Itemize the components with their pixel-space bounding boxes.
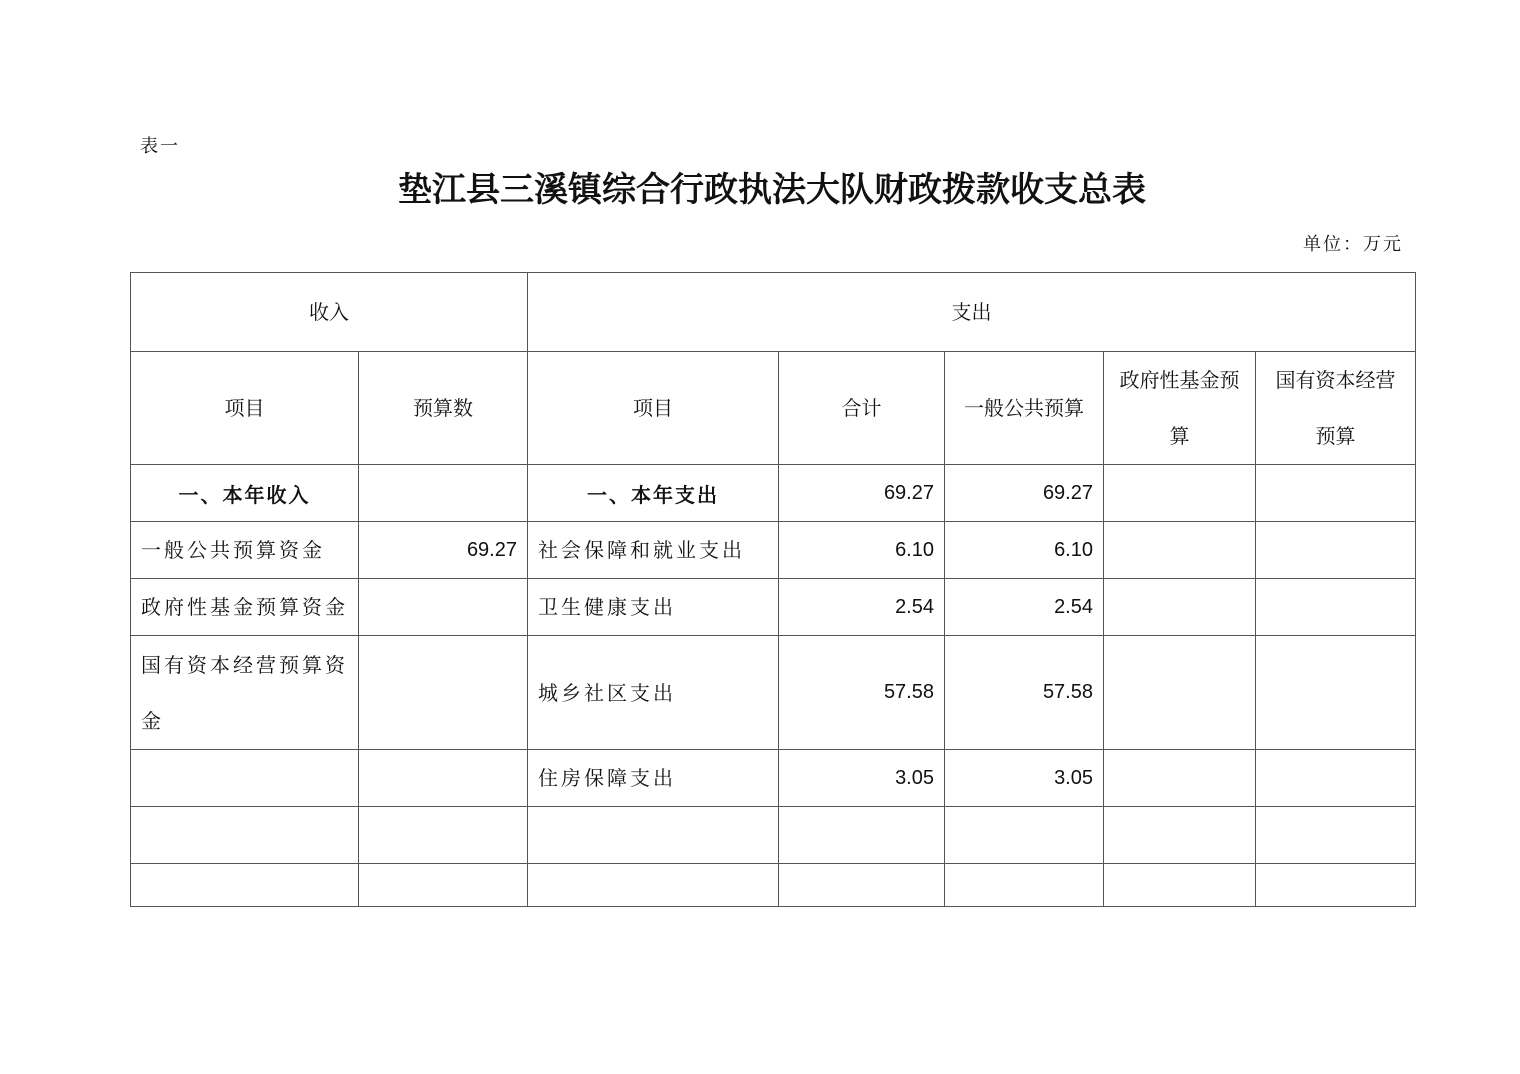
income-budget-cell — [359, 750, 528, 807]
col-state-capital: 国有资本经营预算 — [1256, 352, 1416, 465]
gov-fund-cell — [1104, 579, 1256, 636]
income-item-cell: 政府性基金预算资金 — [131, 579, 359, 636]
income-budget-cell — [359, 465, 528, 522]
col-income-budget: 预算数 — [359, 352, 528, 465]
table-row — [131, 807, 1416, 864]
income-budget-cell — [359, 807, 528, 864]
expense-item-cell — [528, 864, 779, 907]
expense-item-cell: 城乡社区支出 — [528, 636, 779, 750]
state-capital-cell — [1256, 750, 1416, 807]
income-budget-cell — [359, 636, 528, 750]
budget-table — [130, 272, 1416, 907]
table-row — [131, 579, 1416, 636]
table-row — [131, 465, 1416, 522]
total-cell — [779, 807, 945, 864]
income-item-cell: 一、本年收入 — [131, 465, 359, 522]
table-row — [131, 864, 1416, 907]
table-row — [131, 636, 1416, 750]
general-budget-cell: 3.05 — [945, 750, 1104, 807]
expense-item-cell: 卫生健康支出 — [528, 579, 779, 636]
state-capital-cell — [1256, 864, 1416, 907]
col-gov-fund: 政府性基金预算 — [1104, 352, 1256, 465]
gov-fund-cell — [1104, 465, 1256, 522]
state-capital-cell — [1256, 465, 1416, 522]
column-header-row — [131, 352, 1416, 465]
income-item-cell — [131, 864, 359, 907]
expense-item-cell: 住房保障支出 — [528, 750, 779, 807]
unit-label: 单位：万元 — [1303, 234, 1403, 255]
state-capital-cell — [1256, 579, 1416, 636]
income-budget-cell — [359, 579, 528, 636]
general-budget-cell — [945, 807, 1104, 864]
expense-item-cell: 一、本年支出 — [528, 465, 779, 522]
income-budget-cell — [359, 864, 528, 907]
gov-fund-cell — [1104, 636, 1256, 750]
table-row — [131, 750, 1416, 807]
table-row — [131, 522, 1416, 579]
income-item-cell: 国有资本经营预算资金 — [131, 636, 359, 750]
page-title: 垫江县三溪镇综合行政执法大队财政拨款收支总表 — [398, 170, 1146, 210]
expense-item-cell — [528, 807, 779, 864]
total-cell: 6.10 — [779, 522, 945, 579]
group-header-row — [131, 273, 1416, 352]
table-number: 表一 — [140, 136, 180, 157]
income-budget-cell: 69.27 — [359, 522, 528, 579]
general-budget-cell: 69.27 — [945, 465, 1104, 522]
income-item-cell — [131, 807, 359, 864]
general-budget-cell: 57.58 — [945, 636, 1104, 750]
col-income-item: 项目 — [131, 352, 359, 465]
general-budget-cell: 2.54 — [945, 579, 1104, 636]
total-cell: 57.58 — [779, 636, 945, 750]
state-capital-cell — [1256, 807, 1416, 864]
income-item-cell — [131, 750, 359, 807]
general-budget-cell: 6.10 — [945, 522, 1104, 579]
state-capital-cell — [1256, 636, 1416, 750]
total-cell: 69.27 — [779, 465, 945, 522]
gov-fund-cell — [1104, 807, 1256, 864]
gov-fund-cell — [1104, 522, 1256, 579]
general-budget-cell — [945, 864, 1104, 907]
gov-fund-cell — [1104, 864, 1256, 907]
total-cell — [779, 864, 945, 907]
gov-fund-cell — [1104, 750, 1256, 807]
col-total: 合计 — [779, 352, 945, 465]
expense-group-header: 支出 — [528, 273, 1416, 352]
expense-item-cell: 社会保障和就业支出 — [528, 522, 779, 579]
total-cell: 2.54 — [779, 579, 945, 636]
income-item-cell: 一般公共预算资金 — [131, 522, 359, 579]
total-cell: 3.05 — [779, 750, 945, 807]
col-expense-item: 项目 — [528, 352, 779, 465]
income-group-header: 收入 — [131, 273, 528, 352]
state-capital-cell — [1256, 522, 1416, 579]
col-general-budget: 一般公共预算 — [945, 352, 1104, 465]
